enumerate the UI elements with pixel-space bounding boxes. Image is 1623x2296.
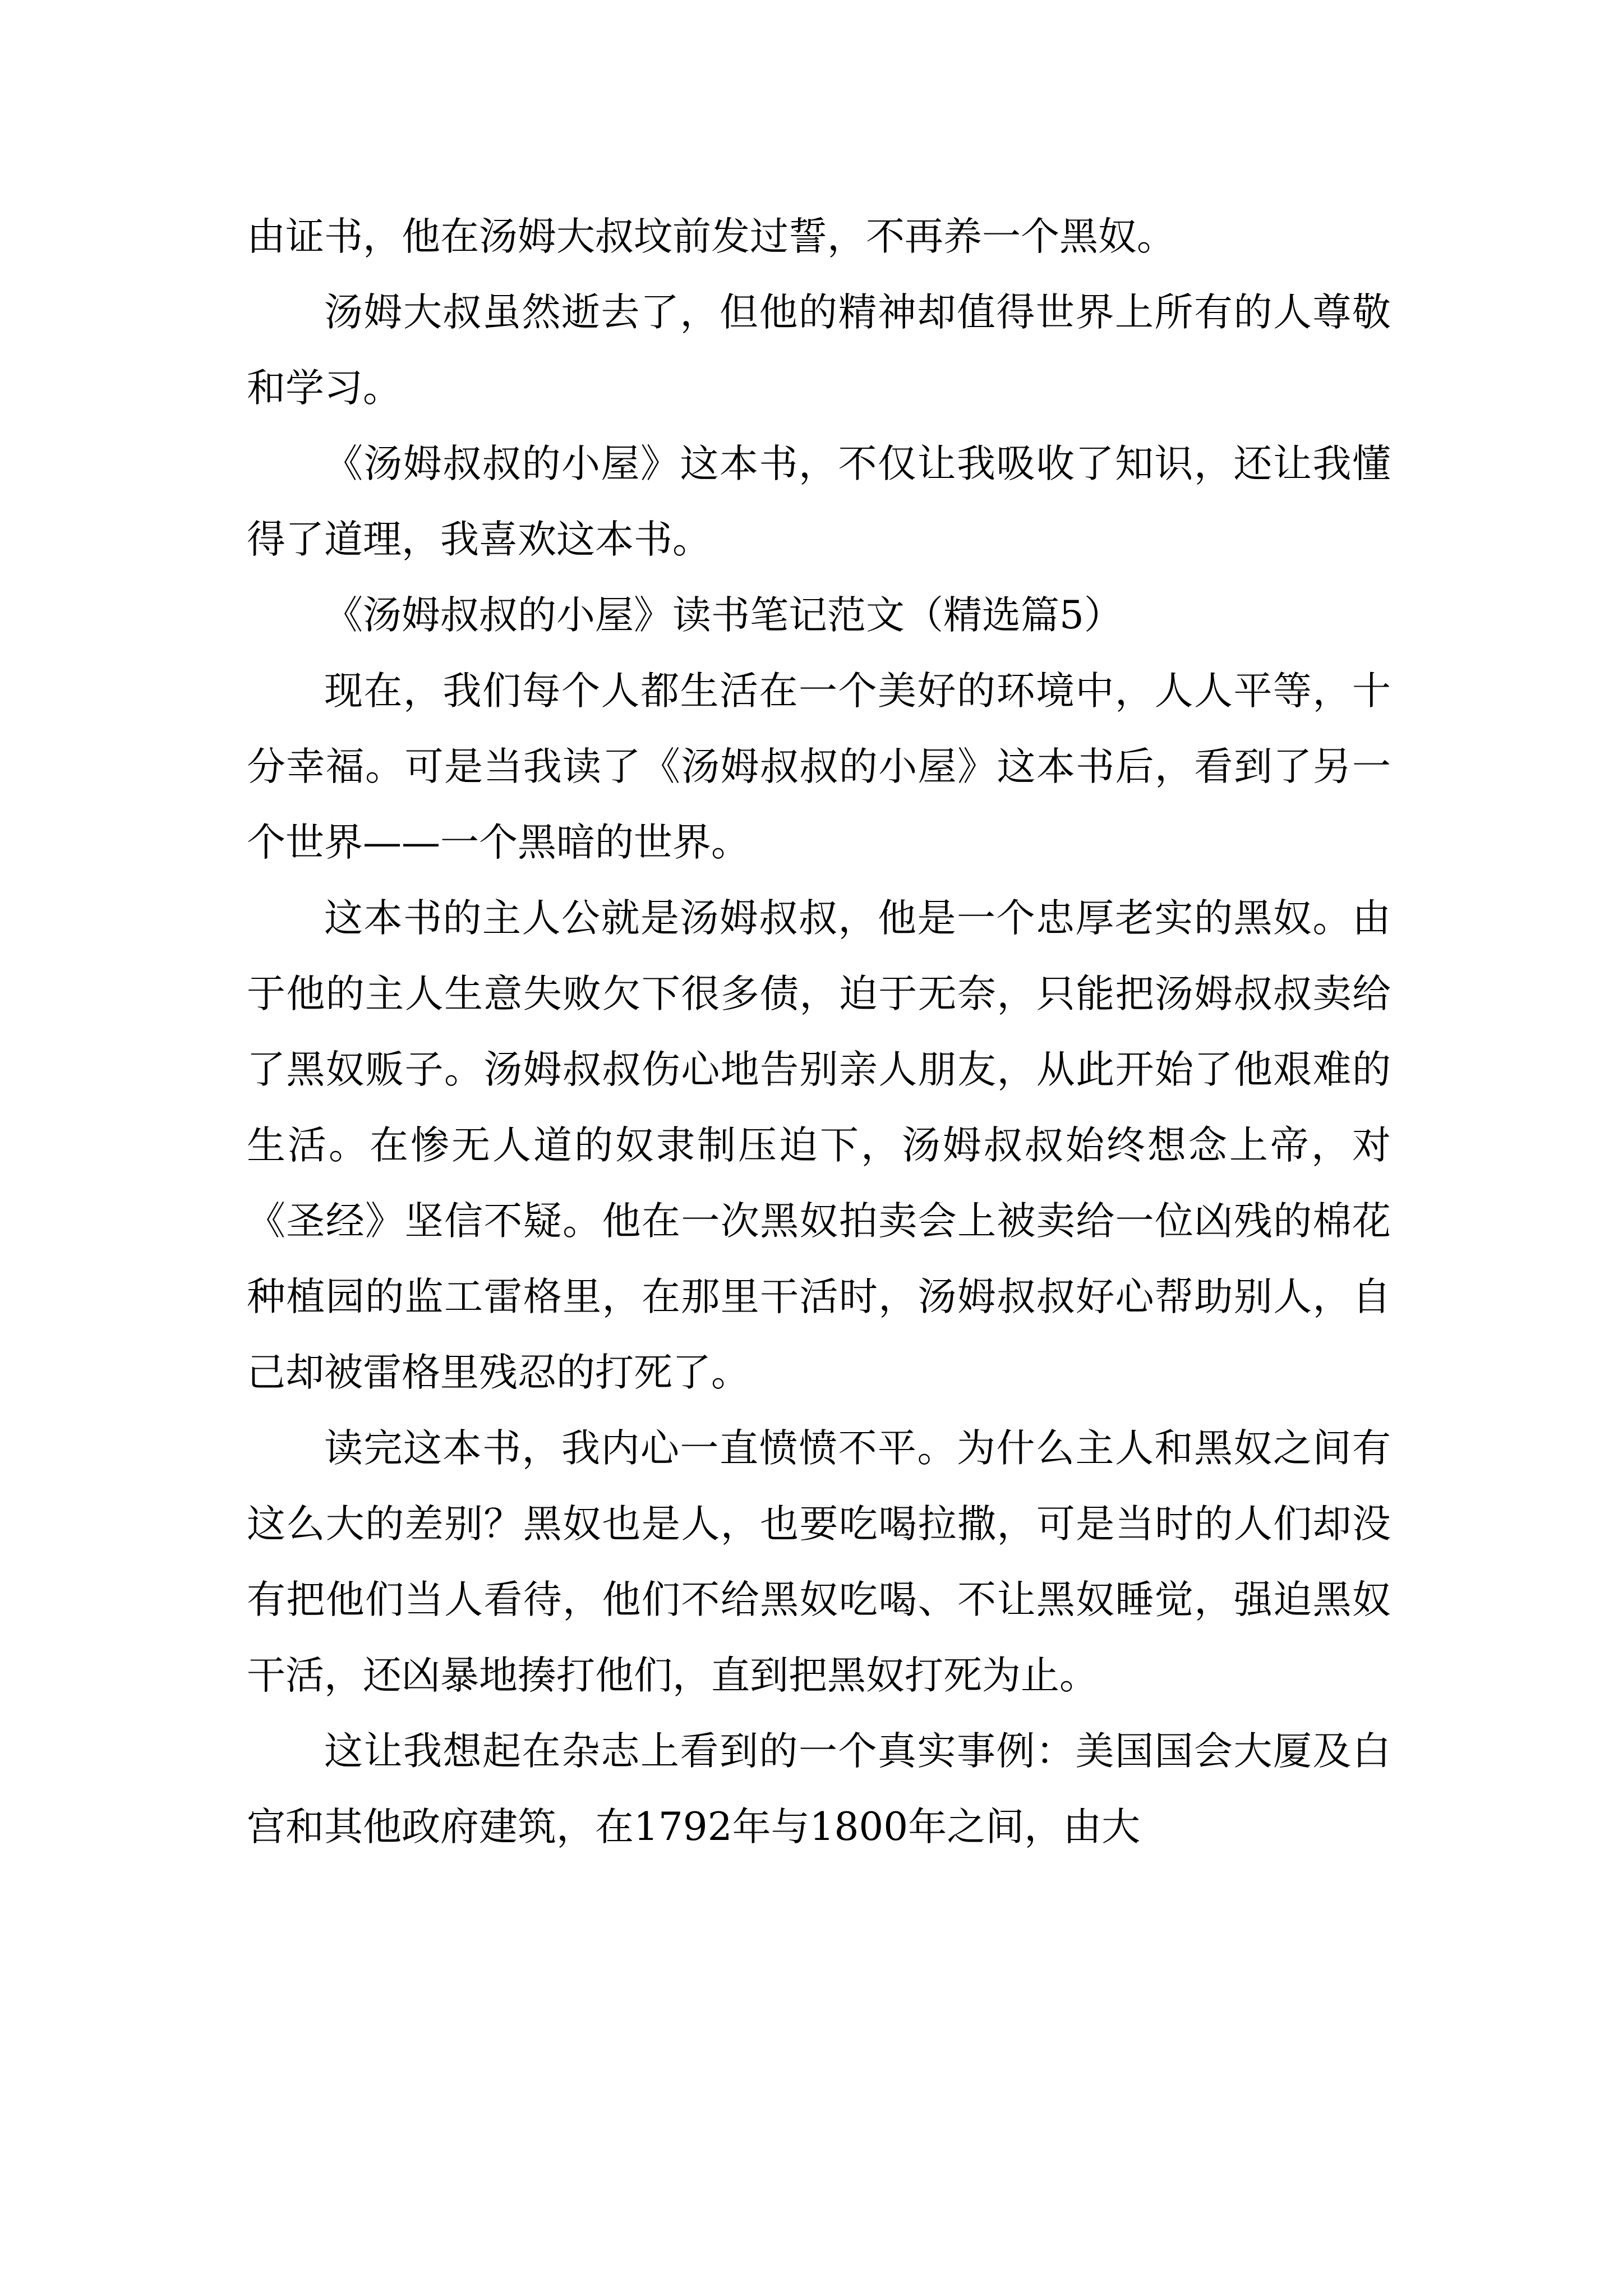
paragraph: 汤姆大叔虽然逝去了，但他的精神却值得世界上所有的人尊敬和学习。 [247, 290, 1391, 411]
paragraph: 《汤姆叔叔的小屋》这本书，不仅让我吸收了知识，还让我懂得了道理，我喜欢这本书。 [247, 441, 1391, 562]
paragraph: 现在，我们每个人都生活在一个美好的环境中，人人平等，十分幸福。可是当我读了《汤姆叔叔的小屋》这本书后，看到了另一个世界——一个黑暗的世界。 [247, 669, 1391, 865]
paragraph: 读完这本书，我内心一直愤愤不平。为什么主人和黑奴之间有这么大的差别？黑奴也是人，也要吃喝拉撒，可是当时的人们却没有把他们当人看待，他们不给黑奴吃喝、不让黑奴睡觉，强迫黑奴干活，还凶暴地揍打他们，直到把黑奴打死为止。 [247, 1426, 1391, 1698]
paragraph-continuation: 由证书，他在汤姆大叔坟前发过誓，不再养一个黑奴。 [247, 214, 1175, 259]
document-body [247, 199, 1391, 1865]
paragraph: 这本书的主人公就是汤姆叔叔，他是一个忠厚老实的黑奴。由于他的主人生意失败欠下很多债，迫于无奈，只能把汤姆叔叔卖给了黑奴贩子。汤姆叔叔伤心地告别亲人朋友，从此开始了他艰难的生活。在惨无人道的奴隶制压迫下，汤姆叔叔始终想念上帝，对《圣经》坚信不疑。他在一次黑奴拍卖会上被卖给一位凶残的棉花种植园的监工雷格里，在那里干活时，汤姆叔叔好心帮助别人，自己却被雷格里残忍的打死了。 [247, 896, 1391, 1395]
paragraph: 这让我想起在杂志上看到的一个真实事例：美国国会大厦及白宫和其他政府建筑，在1792年与1800年之间，由大 [247, 1729, 1391, 1849]
section-heading: 《汤姆叔叔的小屋》读书笔记范文（精选篇5） [324, 593, 1123, 638]
